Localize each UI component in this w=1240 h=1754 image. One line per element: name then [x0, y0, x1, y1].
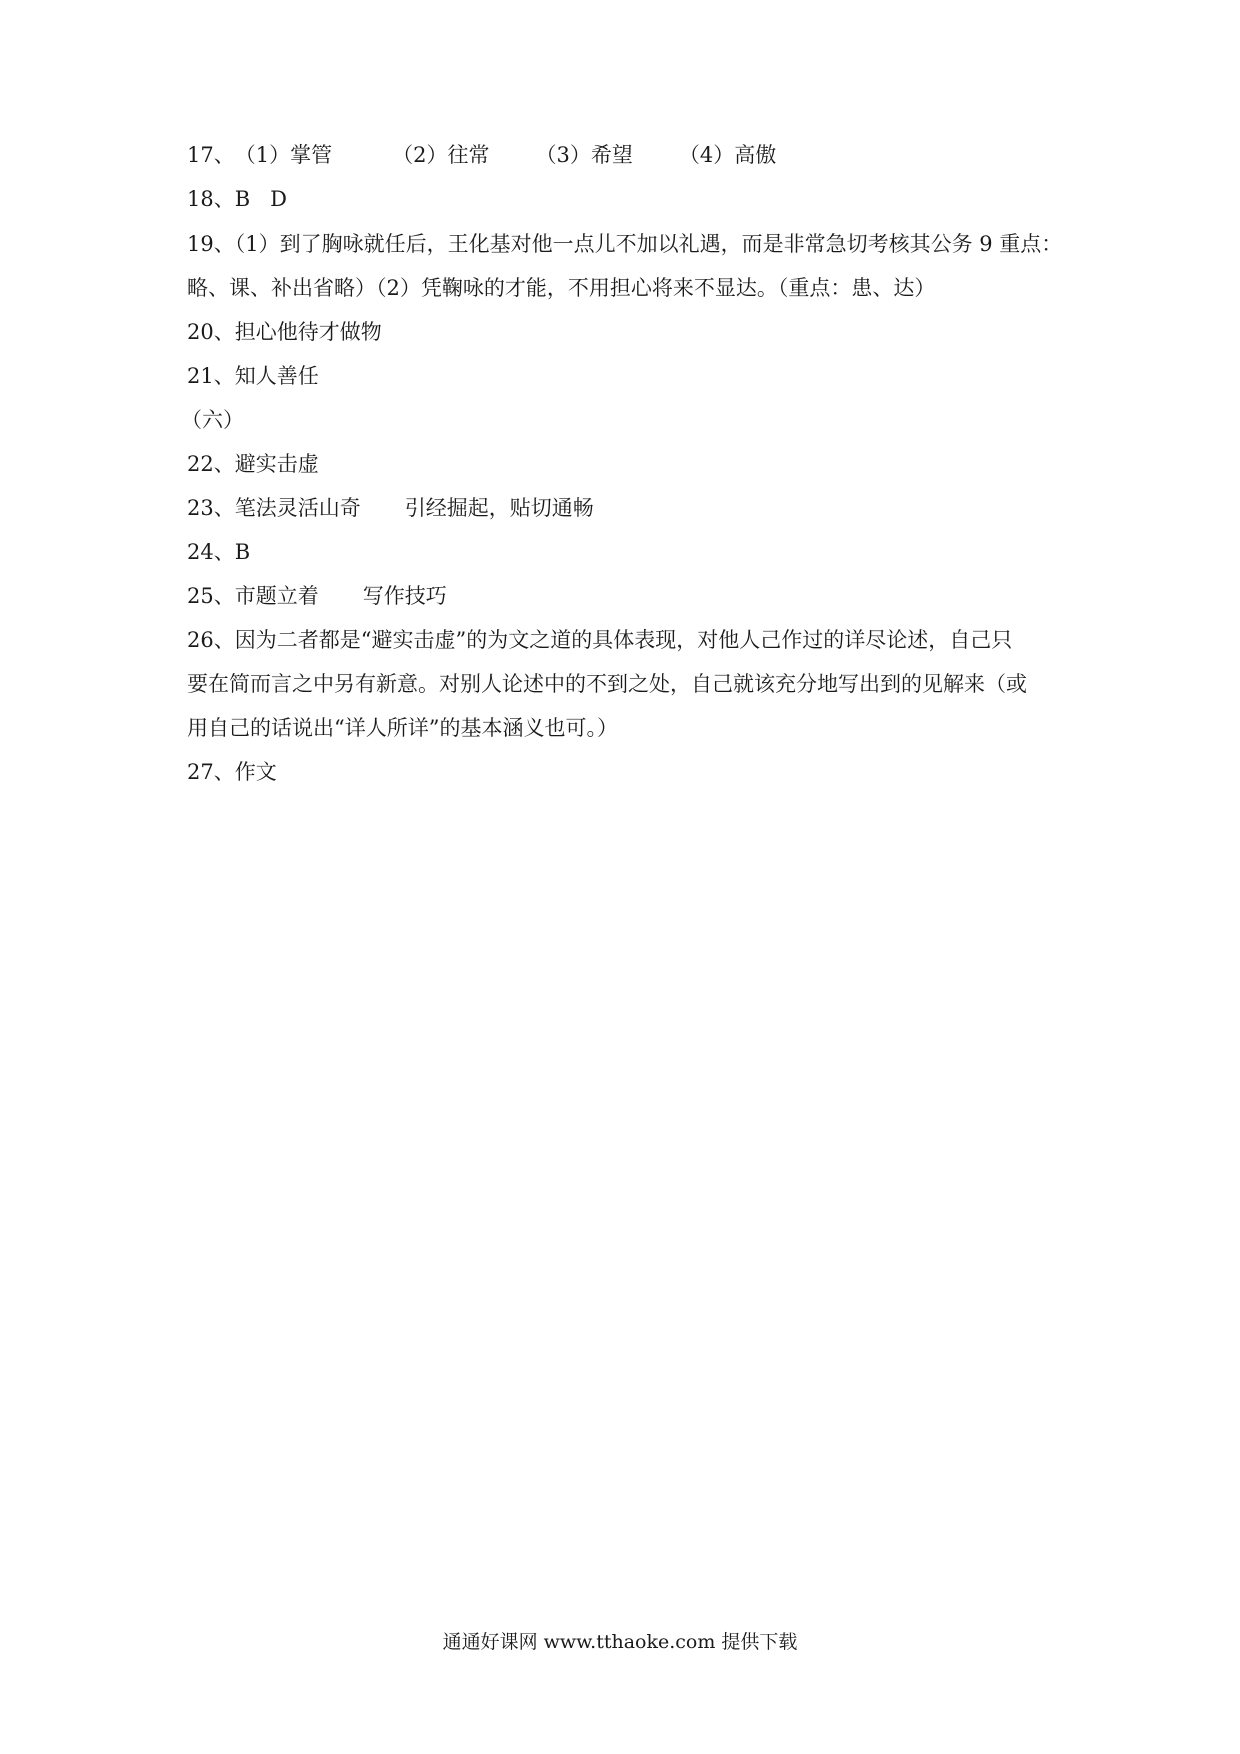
- answer-17-part-4: （4）高傲: [678, 143, 777, 167]
- answer-17-part-3: （3）希望: [535, 143, 633, 167]
- answer-17-number: 17、: [187, 143, 235, 167]
- answer-18: [187, 184, 287, 214]
- answer-17-part-2: （2）往常: [392, 143, 490, 167]
- answer-23-part-1: 笔法灵活山奇: [234, 496, 361, 520]
- answer-18-number: 18、: [187, 187, 235, 211]
- answer-20: 20、担心他待才做物: [187, 320, 382, 344]
- answer-23-part-2: 引经掘起，贴切通畅: [404, 496, 594, 520]
- answer-21: 21、知人善任: [187, 364, 319, 388]
- answer-23: [187, 493, 594, 523]
- answer-27: 27、作文: [187, 760, 277, 784]
- answer-17-part-1: （1）掌管: [234, 143, 333, 167]
- answer-22: 22、避实击虚: [187, 452, 319, 476]
- answer-19-line-2: 略、课、补出省略）（2）凭鞠咏的才能，不用担心将来不显达。（重点：患、达）: [187, 276, 936, 300]
- page-footer: 通通好课网 www.tthaoke.com 提供下载: [442, 1631, 798, 1653]
- answer-26-line-2: 要在简而言之中另有新意。对别人论述中的不到之处，自己就该充分地写出到的见解来（或: [187, 672, 1027, 696]
- answer-18-choice-2: D: [270, 187, 288, 211]
- answer-19-line-1: 19、（1）到了胸咏就任后，王化基对他一点儿不加以礼遇，而是非常急切考核其公务 9 重点：: [187, 232, 1063, 256]
- answer-18-choice-1: B: [234, 187, 251, 211]
- answer-26-line-1: 26、因为二者都是“避实击虚”的为文之道的具体表现，对他人己作过的详尽论述，自己只: [187, 628, 1013, 652]
- answer-17: [187, 140, 776, 170]
- answer-25-part-2: 写作技巧: [362, 584, 447, 608]
- answer-25: [187, 581, 447, 611]
- answer-25-number: 25、: [187, 584, 235, 608]
- answer-26-line-3: 用自己的话说出“详人所详”的基本涵义也可。）: [187, 716, 618, 740]
- section-heading-6: （六）: [181, 408, 244, 432]
- answer-23-number: 23、: [187, 496, 235, 520]
- answer-25-part-1: 市题立着: [234, 584, 319, 608]
- answer-24: 24、B: [187, 540, 251, 564]
